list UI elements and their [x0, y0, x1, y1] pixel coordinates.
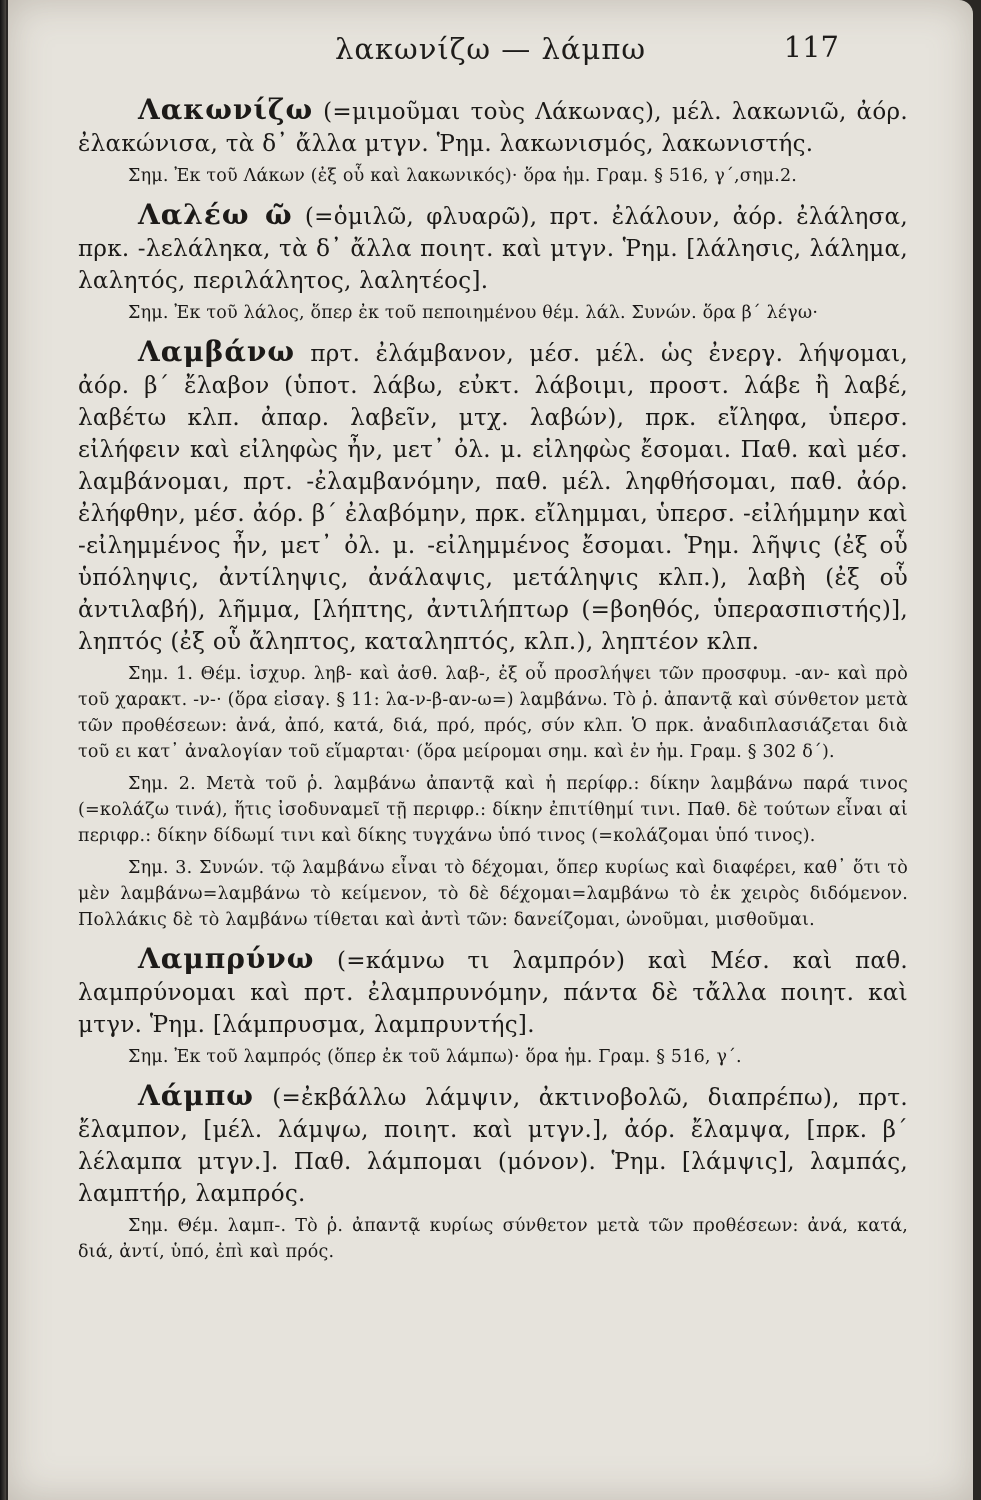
entry-laleo	[78, 199, 908, 326]
entry-headword: Λαμπρύνω	[138, 942, 315, 975]
entry-text: (=ὁμιλῶ, φλυαρῶ), πρτ. ἐλάλουν, ἀόρ. ἐλάλησα, πρκ. -λελάληκα, τὰ δ᾿ ἄλλα ποιητ. καὶ μτγν. Ῥημ. [λάλησις, λάλημα, λαλητός, περιλάλητος, λαλητέος].	[78, 204, 908, 294]
entry-headword: Λάμπω	[138, 1079, 254, 1112]
entry-note: Σημ. Ἐκ τοῦ λαμπρός (ὅπερ ἐκ τοῦ λάμπω)· ὅρα ἡμ. Γραμ. § 516, γ΄.	[128, 1047, 742, 1067]
entry-text: πρτ. ἐλάμβανον, μέσ. μέλ. ὡς ἐνεργ. λήψομαι, ἀόρ. β΄ ἔλαβον (ὑποτ. λάβω, εὐκτ. λάβοιμι, προστ. λάβε ἢ λαβέ, λαβέτω κλπ. ἀπαρ. λαβεῖν, μτχ. λαβών), πρκ. εἴληφα, ὑπερσ. εἰλήφειν καὶ εἰληφὼς ἦν, μετ᾿ ὀλ. μ. εἰληφὼς ἔσομαι. Παθ. καὶ μέσ. λαμβάνομαι, πρτ. -ἐλαμβανόμην, παθ. μέλ. ληφθήσομαι, παθ. ἀόρ. ἐλήφθην, μέσ. ἀόρ. β΄ ἐλαβόμην, πρκ. εἴλημμαι, ὑπερσ. -εἰλήμμην καὶ -εἰλημμένος ἦν, μετ᾿ ὀλ. μ. -εἰλημμένος ἔσομαι. Ῥημ. λῆψις (ἐξ οὗ ὑπόληψις, ἀντίληψις, ἀνάλαψις, μετάληψις κλπ.), λαβὴ (ἐξ οὗ ἀντιλαβή), λῆμμα, [λήπτης, ἀντιλήπτωρ (=βοηθός, ὑπερασπιστής)], ληπτός (ἐξ οὗ ἄληπτος, καταληπτός, κλπ.), ληπτέον κλπ.	[78, 341, 908, 655]
entry-body	[78, 199, 908, 297]
entry-text: (=κάμνω τι λαμπρόν) καὶ Μέσ. καὶ παθ. λαμπρύνομαι καὶ πρτ. ἐλαμπρυνόμην, πάντα δὲ τἄλλα ποιητ. καὶ μτγν. Ῥημ. [λάμπρυσμα, λαμπρυντής].	[78, 948, 908, 1038]
entry-headword: Λαμβάνω	[138, 335, 295, 368]
entry-note: Σημ. 1. Θέμ. ἰσχυρ. ληβ- καὶ ἀσθ. λαβ-, ἐξ οὗ προσλήψει τῶν προσφυμ. -αν- καὶ πρὸ τοῦ χαρακτ. -ν-· (ὅρα εἰσαγ. § 11: λα-ν-β-αν-ω=) λαμβάνω. Τὸ ῥ. ἀπαντᾷ καὶ σύνθετον μετὰ τῶν προθέσεων: ἀνά, ἀπό, κατά, διά, πρό, πρός, σύν κλπ. Ὁ πρκ. ἀναδιπλασιάζεται διὰ τοῦ ει κατ᾿ ἀναλογίαν τοῦ εἵμαρται· (ὅρα μείρομαι σημ. καὶ ἐν ἡμ. Γραμ. § 302 δ΄).	[78, 664, 908, 762]
entry-note: Σημ. Ἐκ τοῦ Λάκων (ἐξ οὗ καὶ λακωνικός)· ὅρα ἡμ. Γραμ. § 516, γ΄,σημ.2.	[128, 166, 798, 186]
entry-body	[78, 1080, 908, 1210]
entry-note: Σημ. Θέμ. λαμπ-. Τὸ ῥ. ἀπαντᾷ κυρίως σύνθετον μετὰ τῶν προθέσεων: ἀνά, κατά, διά, ἀντί, ὑπό, ἐπὶ καὶ πρός.	[78, 1216, 908, 1262]
entry-text: (=μιμοῦμαι τοὺς Λάκωνας), μέλ. λακωνιῶ, ἀόρ. ἐλακώνισα, τὰ δ᾿ ἄλλα μτγν. Ῥημ. λακωνισμός, λακωνιστής.	[78, 99, 908, 157]
page-binding-edge	[0, 0, 6, 1500]
entry-text: (=ἐκβάλλω λάμψιν, ἀκτινοβολῶ, διαπρέπω), πρτ. ἔλαμπον, [μέλ. λάμψω, ποιητ. καὶ μτγν.], ἀόρ. ἔλαμψα, [πρκ. β΄ λέλαμπα μτγν.]. Παθ. λάμπομαι (μόνον). Ῥημ. [λάμψις], λαμπάς, λαμπτήρ, λαμπρός.	[78, 1085, 908, 1207]
entry-body	[78, 943, 908, 1041]
entry-headword: Λαλέω ῶ	[138, 198, 293, 231]
running-title: λακωνίζω — λάμπω	[334, 32, 647, 66]
entry-lambano	[78, 336, 908, 933]
page-header	[8, 28, 973, 68]
entry-note: Σημ. 3. Συνών. τῷ λαμβάνω εἶναι τὸ δέχομαι, ὅπερ κυρίως καὶ διαφέρει, καθ᾿ ὅτι τὸ μὲν λαμβάνω=λαμβάνω τὸ κείμενον, τὸ δὲ δέχομαι=λαμβάνω τὸ ἐκ χειρὸς διδόμενον. Πολλάκις δὲ τὸ λαμβάνω τίθεται καὶ ἀντὶ τῶν: δανείζομαι, ὠνοῦμαι, μισθοῦμαι.	[78, 858, 908, 930]
entry-headword: Λακωνίζω	[138, 93, 314, 126]
dictionary-page	[8, 0, 973, 1500]
page-number: 117	[783, 30, 839, 64]
entry-body	[78, 336, 908, 658]
entry-lakonizo	[78, 94, 908, 189]
entry-lamprino	[78, 943, 908, 1070]
entry-body	[78, 94, 908, 160]
entry-note: Σημ. 2. Μετὰ τοῦ ῥ. λαμβάνω ἀπαντᾷ καὶ ἡ περίφρ.: δίκην λαμβάνω παρά τινος (=κολάζω τινά), ἥτις ἰσοδυναμεῖ τῇ περιφρ.: δίκην ἐπιτίθημί τινι. Παθ. δὲ τούτων εἶναι αἱ περιφρ.: δίκην δίδωμί τινι καὶ δίκης τυγχάνω ὑπό τινος (=κολάζομαι ὑπό τινος).	[78, 774, 908, 846]
dictionary-content	[78, 94, 908, 1275]
entry-note: Σημ. Ἐκ τοῦ λάλος, ὅπερ ἐκ τοῦ πεποιημένου θέμ. λάλ. Συνών. ὅρα β΄ λέγω·	[128, 303, 819, 323]
entry-lampo	[78, 1080, 908, 1265]
